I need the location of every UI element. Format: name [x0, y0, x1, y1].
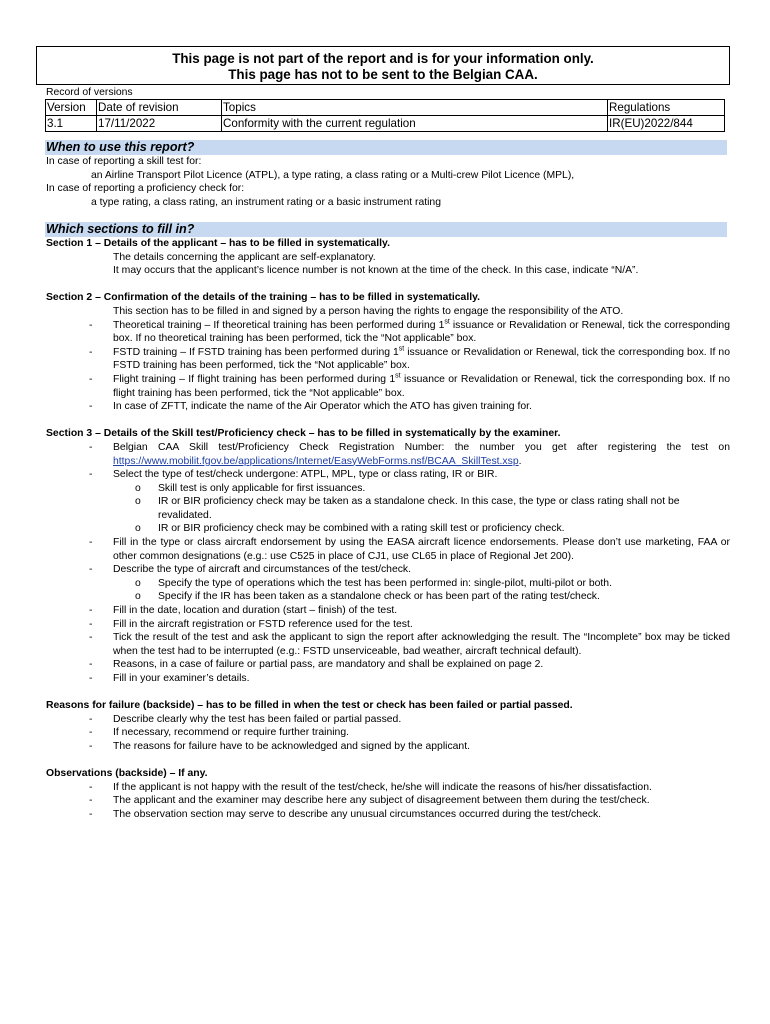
section1-line-2: It may occurs that the applicant’s licence number is not known at the time of the check. In this case, indicate “N/A”. [113, 265, 639, 277]
which-sections-heading: Which sections to fill in? [45, 222, 727, 237]
section3-subitem: o IR or BIR proficiency check may be taken as a standalone check. In this case, the type or class rating shall not be revalidated. [135, 496, 680, 521]
when-line-4: a type rating, a class rating, an instrument rating or a basic instrument rating [91, 196, 441, 208]
which-sections-body [46, 237, 730, 822]
reasons-heading: Reasons for failure (backside) – has to be filled in when the test or check has been failed or partial passed. [46, 700, 573, 712]
section1-line-1: The details concerning the applicant are self-explanatory. [113, 251, 376, 263]
section3-subitem: o IR or BIR proficiency check may be combined with a rating skill test or proficiency check. [135, 523, 565, 535]
section3-item: - Fill in your examiner’s details. [89, 673, 250, 684]
cell-topics: Conformity with the current regulation [222, 116, 608, 132]
section3-subitem: o Specify the type of operations which the test has been performed in: single-pilot, multi-pilot or both. [135, 577, 612, 589]
header-version: Version [46, 100, 97, 116]
reasons-item: - The reasons for failure have to be acknowledged and signed by the applicant. [89, 740, 470, 752]
section2-item: - FSTD training – If FSTD training has been performed during 1st issuance or Revalidation or Renewal, tick the corresponding box. If no FSTD training has been performed, tick the “Not applicable” box. [89, 345, 730, 372]
reasons-item: - If necessary, recommend or require further training. [89, 727, 350, 739]
section3-item: - Fill in the date, location and duration (start – finish) of the test. [89, 605, 398, 617]
version-table-row [46, 116, 725, 132]
header-date: Date of revision [97, 100, 222, 116]
when-to-use-heading: When to use this report? [45, 140, 727, 155]
cell-date: 17/11/2022 [97, 116, 222, 132]
observations-item: - If the applicant is not happy with the result of the test/check, he/she will indicate the reasons of his/her dissatisfaction. [89, 781, 652, 793]
section1-heading: Section 1 – Details of the applicant – has to be filled in systematically. [46, 238, 390, 249]
info-notice-box [36, 46, 730, 85]
cell-version: 3.1 [46, 116, 97, 132]
record-of-versions-label: Record of versions [46, 87, 133, 98]
observations-item: - The applicant and the examiner may describe here any subject of disagreement between them during the test/check. [89, 795, 650, 807]
notice-line-1: This page is not part of the report and is for your information only. [172, 51, 594, 66]
section2-intro: This section has to be filled in and signed by a person having the rights to engage the responsibility of the ATO. [113, 305, 624, 317]
section3-heading: Section 3 – Details of the Skill test/Proficiency check – has to be filled in systematically by the examiner. [46, 428, 561, 440]
registration-link[interactable]: https://www.mobilit.fgov.be/applications/Internet/EasyWebForms.nsf/BCAA_SkillTest.xsp [113, 455, 519, 467]
section2-heading: Section 2 – Confirmation of the details of the training – has to be filled in systematically. [46, 292, 480, 304]
header-topics: Topics [222, 100, 608, 116]
section3-item-aircraft: - Describe the type of aircraft and circumstances of the test/check. [89, 564, 412, 576]
observations-heading: Observations (backside) – If any. [46, 768, 208, 780]
section2-item: - Theoretical training – If theoretical training has been performed during 1st issuance or Revalidation or Renewal, tick the corresponding box. If no theoretical training has been performed, tick the “Not applicable” box. [89, 318, 730, 345]
section3-item: - Fill in the aircraft registration or FSTD reference used for the test. [89, 618, 413, 630]
section3-item: - Reasons, in a case of failure or partial pass, are mandatory and shall be explained on page 2. [89, 659, 544, 671]
section3-item-endorsement: - Fill in the type or class aircraft endorsement by using the EASA aircraft licence endorsements. Please don’t use marketing, FAA or other common designations (e.g.: use C525 in place of CJ1, use CL65 in place of Regional Jet 200). [89, 537, 730, 562]
section2-item: - Flight training – If flight training has been performed during 1st issuance or Revalidation or Renewal, tick the corresponding box. If no flight training has been performed, tick the “Not applicable” box. [89, 372, 730, 399]
section2-item: - In case of ZFTT, indicate the name of the Air Operator which the ATO has given training for. [89, 401, 532, 413]
cell-regulations: IR(EU)2022/844 [608, 116, 725, 132]
section3-item-type: - Select the type of test/check undergone: ATPL, MPL, type or class rating, IR or BIR. [89, 469, 498, 481]
when-line-2: an Airline Transport Pilot Licence (ATPL), a type rating, a class rating or a Multi-crew Pilot Licence (MPL), [91, 169, 575, 181]
observations-item: - The observation section may serve to describe any unusual circumstances occurred during the test/check. [89, 808, 602, 820]
notice-line-2: This page has not to be sent to the Belgian CAA. [228, 67, 538, 82]
section3-subitem: o Specify if the IR has been taken as a standalone check or has been part of the rating test/check. [135, 591, 600, 603]
section3-subitem: o Skill test is only applicable for first issuances. [135, 482, 366, 494]
header-regulations: Regulations [608, 100, 725, 116]
when-line-1: In case of reporting a skill test for: [46, 156, 202, 167]
reasons-item: - Describe clearly why the test has been failed or partial passed. [89, 713, 402, 725]
section3-item: - Tick the result of the test and ask the applicant to sign the report after acknowledging the result. The “Incomplete” box may be ticked when the test had to be interrupted (e.g.: FSTD unserviceable, bad weather, aircraft technical default). [89, 632, 730, 657]
section3-item-registration: - Belgian CAA Skill test/Proficiency Check Registration Number: the number you get after registering the test on https://www.mobilit.fgov.be/applications/Internet/EasyWebForms.nsf/BCAA_SkillTest.xsp. [89, 441, 730, 467]
when-line-3: In case of reporting a proficiency check for: [46, 183, 245, 195]
version-table-header [46, 100, 725, 116]
when-to-use-body [46, 155, 730, 209]
version-table [45, 99, 725, 132]
